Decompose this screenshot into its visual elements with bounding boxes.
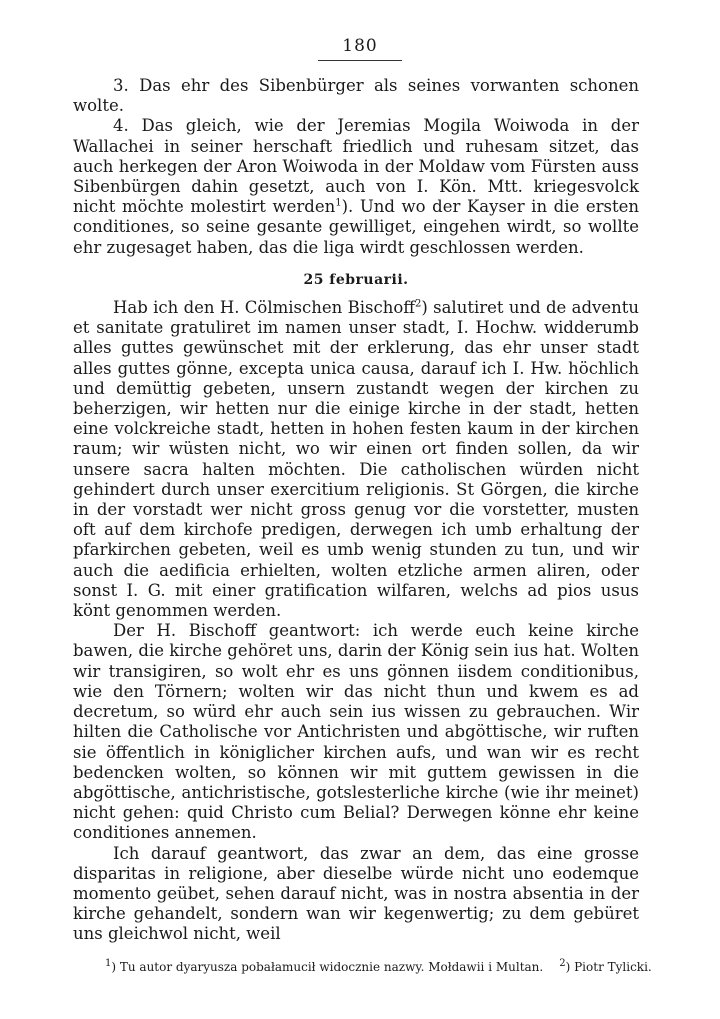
paragraph-text-cont: ) salutiret und de adventu et sanitate gratuliret im namen unser stadt, I. Hochw. widderumb alles guttes gewünschet mit der erklerung, das ehr unser stadt alles guttes gönne, excepta unica causa, darauf ich I. Hw. höchlich und demüttig gebeten, unsern zustandt wegen der kirchen zu beherzigen, wir hetten nur die einige kirche in der stadt, hetten eine volckreiche stadt, hetten in hohen festen kaum in der kirchen raum; wir wüsten nicht, wo wir einen ort finden sollen, da wir unsere sacra halten möchten. Die catholischen würden nicht gehindert durch unser exercitium religionis. St Görgen, die kirche in der vorstadt wer nicht gross genug vor die vorstetter, musten oft auf dem kirchofe predigen, derwegen ich umb erhaltung der pfarkirchen gebeten, weil es umb wenig stunden zu tun, und wir auch die aedificia erhielten, wolten etzliche armen aliren, oder sonst I. G. mit einer gratification wilfaren, welchs ad pios usus könt genommen werden. [73, 298, 640, 621]
footnote-2-mark: 2 [559, 958, 566, 969]
paragraph-text: Hab ich den H. Cölmischen Bischoff [113, 298, 415, 318]
paragraph-bischoff-visit [73, 298, 639, 621]
page-number: 180 [342, 36, 378, 56]
footnote-2-text: ) Piotr Tylicki. [565, 960, 652, 974]
paragraph-reply: Ich darauf geantwort, das zwar an dem, das eine grosse disparitas in religione, aber dieselbe würde nicht uno eodemque momento geübet, sehen darauf nicht, was in nostra absentia in der kirche gehandelt, sondern wan wir kegenwertig; zu dem gebüret uns gleichwol nicht, weil [73, 843, 639, 944]
paragraph-item-4 [73, 116, 639, 257]
paragraph-item-4-text: 4. Das gleich, wie der Jeremias Mogila Woiwoda in der Wallachei in seiner herschaft friedlich und ruhesam sitzet, das auch herkegen der Aron Woiwoda in der Moldaw vom Fürsten auss Sibenbürgen dahin gesetzt, auch von I. Kön. Mtt. kriegesvolck nicht möchte molestirt werden [73, 116, 639, 217]
paragraph-bischoff-answer: Der H. Bischoff geantwort: ich werde euch keine kirche bawen, die kirche gehöret uns, darin der König sein ius hat. Wolten wir transigiren, so wolt ehr es uns gönnen iisdem conditionibus, wie den Törnern; wolten wir das nicht thun und kwem es ad decretum, so würd ehr auch sein ius wissen zu gebrauchen. Wir hilten die Catholische vor Antichristen und abgöttische, wir ruften sie öffentlich in königlicher kirchen aufs, und wan wir es recht bedencken wolten, so können wir mit guttem gewissen in die abgöttische, antichristische, gotslesterliche kirche (wie ihr meinet) nicht gehen: quid Christo cum Belial? Derwegen könne ehr keine conditiones annemen. [73, 621, 639, 843]
footnote-ref-2: 2 [415, 298, 422, 310]
footnote-1-mark: 1 [105, 958, 112, 969]
paragraph-item-4-text-cont: ). Und wo der Kayser in die ersten conditiones, so seine gesante gewilliget, eingehen wirdt, so wollte ehr zugesaget haben, das die liga wirdt geschlossen werden. [73, 197, 639, 257]
body-text [73, 76, 639, 945]
paragraph-item-3: 3. Das ehr des Sibenbürger als seines vorwanten schonen wolte. [73, 76, 639, 116]
footnote-1-text: ) Tu autor dyaryusza pobałamucił widocznie nazwy. Mołdawii i Multan. [111, 960, 544, 974]
date-heading: 25 februarii. [303, 271, 409, 288]
footnotes [105, 958, 652, 974]
footnote-ref-1: 1 [335, 197, 342, 209]
page-number-rule [318, 60, 402, 61]
